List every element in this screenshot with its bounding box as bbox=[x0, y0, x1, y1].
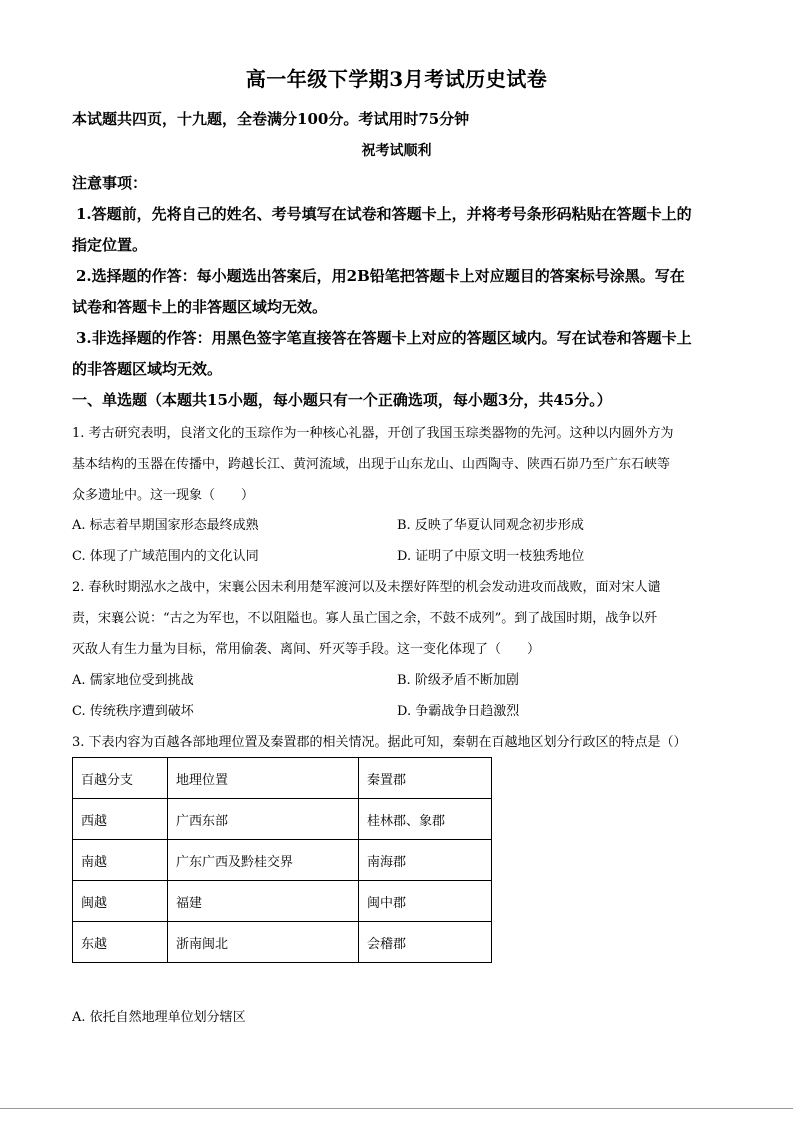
q2-option-b[interactable]: B. 阶级矛盾不断加剧 bbox=[397, 673, 519, 688]
q2-option-d[interactable]: D. 争霸战争日趋激烈 bbox=[397, 704, 520, 719]
table-cell: 闽中郡 bbox=[359, 881, 492, 922]
section-heading: 一、单选题（本题共15小题，每小题只有一个正确选项，每小题3分，共45分。） bbox=[72, 391, 612, 409]
q3-option-a[interactable]: A. 依托自然地理单位划分辖区 bbox=[72, 1010, 246, 1025]
table-cell: 桂林郡、象郡 bbox=[359, 799, 492, 840]
table-cell: 广东广西及黔桂交界 bbox=[168, 840, 359, 881]
table-header-row bbox=[73, 758, 492, 799]
q1-option-b[interactable]: B. 反映了华夏认同观念初步形成 bbox=[397, 518, 584, 533]
question-1-stem: 基本结构的玉器在传播中，跨越长江、黄河流域，出现于山东龙山、山西陶寺、陕西石峁乃至广东石峡等 bbox=[72, 457, 671, 472]
question-2-stem: 2. 春秋时期泓水之战中，宋襄公因未利用楚军渡河以及未摆好阵型的机会发动进攻而战败，面对宋人谴 bbox=[72, 580, 661, 595]
q1-option-a[interactable]: A. 标志着早期国家形态最终成熟 bbox=[72, 518, 259, 533]
table-cell: 广西东部 bbox=[168, 799, 359, 840]
exam-intro: 本试题共四页，十九题，全卷满分100分。考试用时75分钟 bbox=[72, 110, 470, 128]
notice-line: 1.答题前，先将自己的姓名、考号填写在试卷和答题卡上，并将考号条形码粘贴在答题卡上的 bbox=[76, 205, 692, 223]
table-cell: 南越 bbox=[73, 840, 168, 881]
table-row bbox=[73, 799, 492, 840]
baiyue-table bbox=[72, 757, 492, 963]
table-cell: 东越 bbox=[73, 922, 168, 963]
page-title: 高一年级下学期3月考试历史试卷 bbox=[245, 67, 548, 91]
notice-line: 2.选择题的作答：每小题选出答案后，用2B铅笔把答题卡上对应题目的答案标号涂黑。写在 bbox=[76, 267, 685, 285]
q2-option-c[interactable]: C. 传统秩序遭到破坏 bbox=[72, 704, 194, 719]
notice-line: 试卷和答题卡上的非答题区域均无效。 bbox=[72, 298, 328, 316]
table-row bbox=[73, 881, 492, 922]
notice-line: 的非答题区域均无效。 bbox=[72, 360, 223, 378]
table-row bbox=[73, 922, 492, 963]
q2-option-a[interactable]: A. 儒家地位受到挑战 bbox=[72, 673, 194, 688]
table-cell: 西越 bbox=[73, 799, 168, 840]
table-header-cell: 秦置郡 bbox=[359, 758, 492, 799]
notice-heading: 注意事项： bbox=[72, 174, 148, 192]
q1-option-c[interactable]: C. 体现了广域范围内的文化认同 bbox=[72, 549, 259, 564]
notice-line: 指定位置。 bbox=[72, 236, 148, 254]
q1-option-d[interactable]: D. 证明了中原文明一枝独秀地位 bbox=[397, 549, 585, 564]
question-3-stem: 3. 下表内容为百越各部地理位置及秦置郡的相关情况。据此可知，秦朝在百越地区划分行政区的特点是（） bbox=[72, 735, 687, 750]
table-cell: 浙南闽北 bbox=[168, 922, 359, 963]
question-1-stem: 1. 考古研究表明，良渚文化的玉琮作为一种核心礼器，开创了我国玉琮类器物的先河。这种以内圆外方为 bbox=[72, 426, 674, 441]
table-cell: 闽越 bbox=[73, 881, 168, 922]
table-cell: 福建 bbox=[168, 881, 359, 922]
table-header-cell: 百越分支 bbox=[73, 758, 168, 799]
table-cell: 会稽郡 bbox=[359, 922, 492, 963]
table-header-cell: 地理位置 bbox=[168, 758, 359, 799]
good-luck-text: 祝考试顺利 bbox=[361, 143, 432, 159]
question-2-stem: 责，宋襄公说：“古之为军也，不以阻隘也。寡人虽亡国之余，不鼓不成列”。到了战国时期，战争以歼 bbox=[72, 611, 658, 626]
table-cell: 南海郡 bbox=[359, 840, 492, 881]
notice-line: 3.非选择题的作答：用黑色签字笔直接答在答题卡上对应的答题区域内。写在试卷和答题卡上 bbox=[76, 329, 692, 347]
question-1-stem: 众多遗址中。这一现象（ ） bbox=[72, 488, 255, 503]
question-2-stem: 灭敌人有生力量为目标，常用偷袭、离间、歼灭等手段。这一变化体现了（ ） bbox=[72, 642, 541, 657]
page-bottom-divider bbox=[0, 1108, 793, 1109]
table-row bbox=[73, 840, 492, 881]
